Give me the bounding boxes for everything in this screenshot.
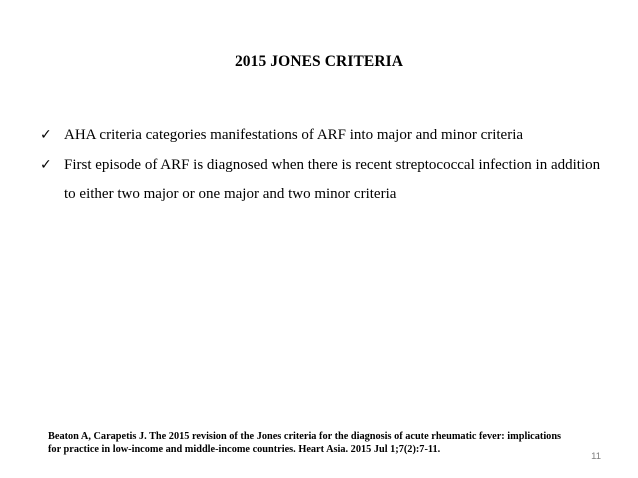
check-icon: ✓: [40, 157, 52, 173]
check-icon: ✓: [40, 127, 52, 143]
bullet-text: AHA criteria categories manifestations of ARF into major and minor criteria: [64, 127, 524, 143]
slide-title: 2015 JONES CRITERIA: [234, 53, 404, 70]
bullet-item: [40, 121, 610, 150]
reference-citation: [48, 430, 588, 456]
page-number: 11: [591, 451, 601, 462]
reference-line-1: Beaton A, Carapetis J. The 2015 revision of the Jones criteria for the diagnosis of acute rheumatic fever: implications: [48, 431, 562, 442]
bullet-item: [40, 151, 610, 209]
bullet-text: First episode of ARF is diagnosed when there is recent streptococcal infection in addition to either two major or one major and two minor criteria: [64, 157, 601, 202]
bullet-list: [40, 121, 610, 209]
reference-line-2: for practice in low-income and middle-income countries. Heart Asia. 2015 Jul 1;7(2):7-11.: [48, 444, 441, 455]
